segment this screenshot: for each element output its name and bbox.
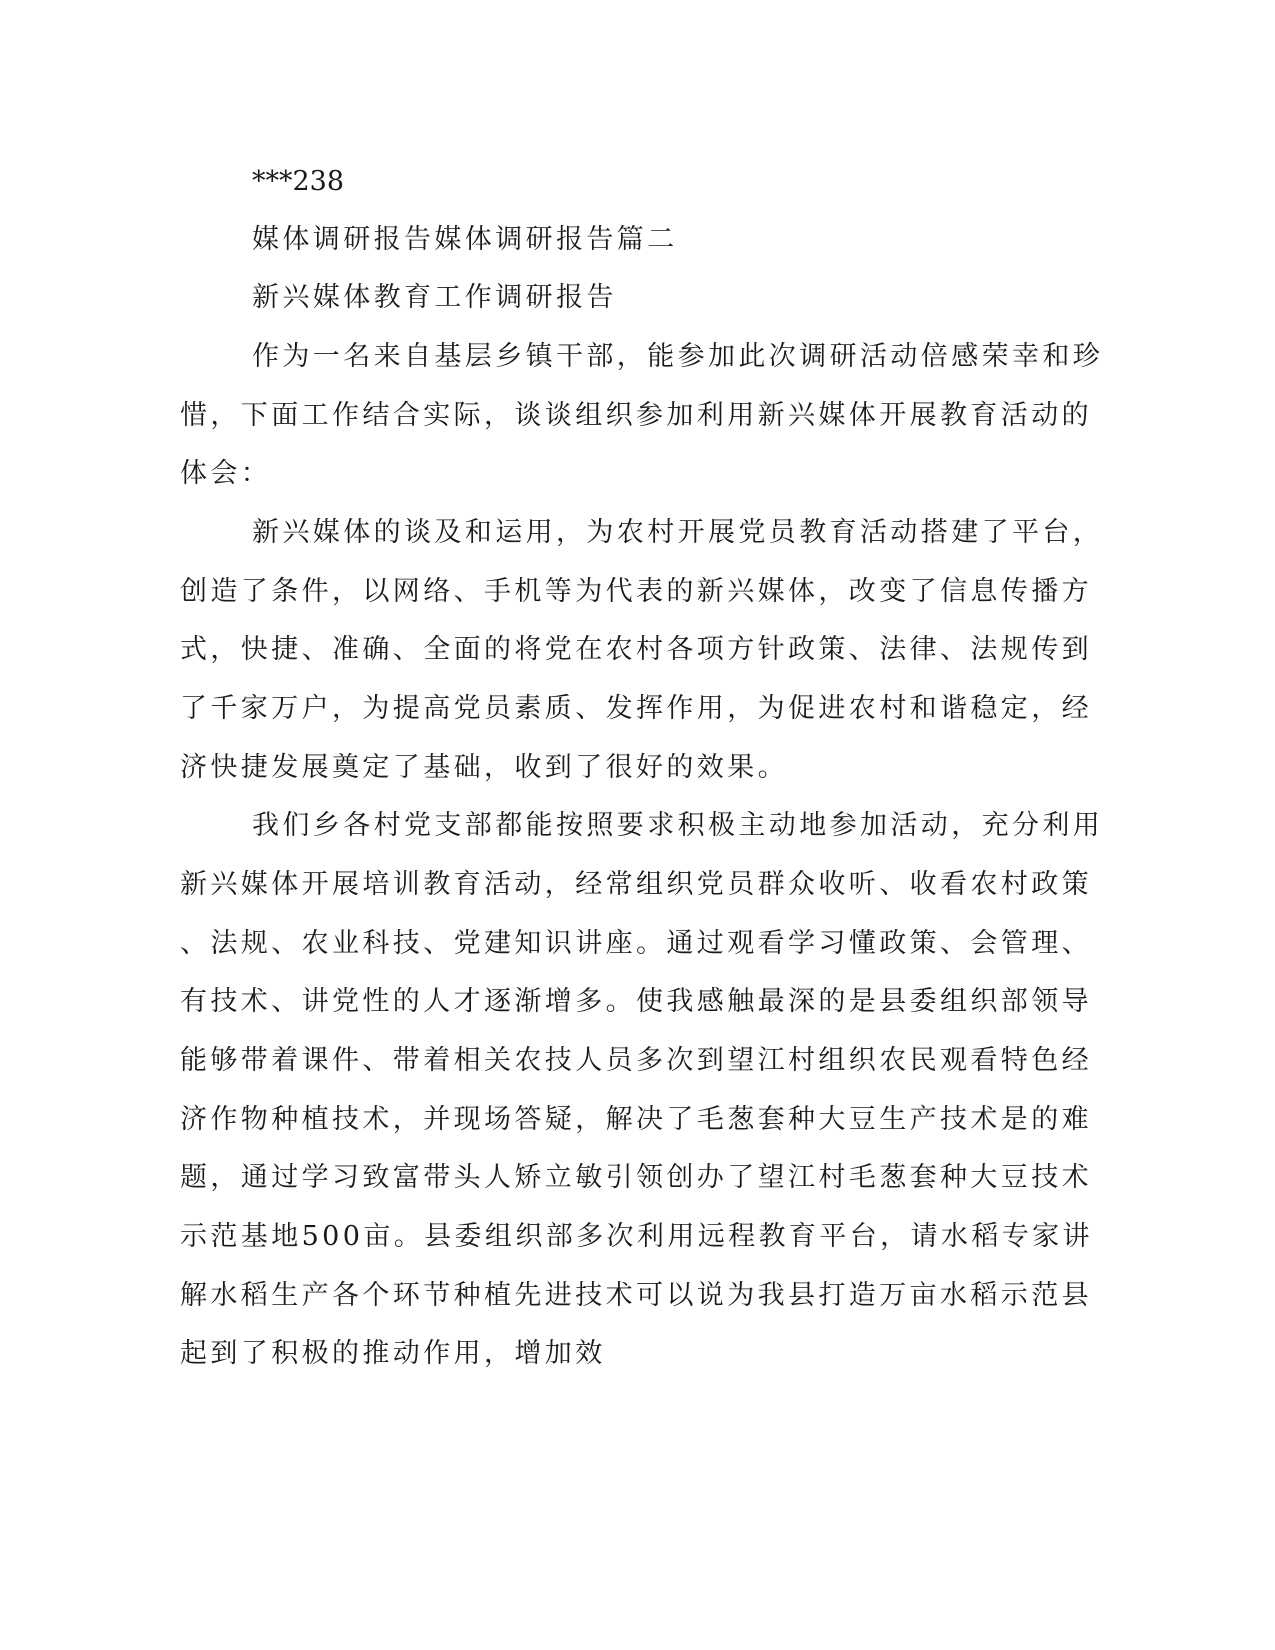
- paragraph-line: 济作物种植技术，并现场答疑，解决了毛葱套种大豆生产技术是的难: [180, 1104, 1092, 1135]
- paragraph-line: 新兴媒体开展培训教育活动，经常组织党员群众收听、收看农村政策: [180, 869, 1092, 900]
- document-heading: 媒体调研报告媒体调研报告篇二: [252, 224, 678, 255]
- paragraph-line: 起到了积极的推动作用，增加效: [180, 1338, 606, 1369]
- paragraph-line: 体会：: [180, 458, 272, 489]
- document-title: 新兴媒体教育工作调研报告: [252, 282, 617, 313]
- paragraph-line: 了千家万户，为提高党员素质、发挥作用，为促进农村和谐稳定，经: [180, 693, 1092, 724]
- paragraph-line: 创造了条件，以网络、手机等为代表的新兴媒体，改变了信息传播方: [180, 576, 1092, 607]
- paragraph-line: 式，快捷、准确、全面的将党在农村各项方针政策、法律、法规传到: [180, 634, 1092, 665]
- paragraph-line: 济快捷发展奠定了基础，收到了很好的效果。: [180, 752, 788, 783]
- paragraph-line: 题，通过学习致富带头人矫立敏引领创办了望江村毛葱套种大豆技术: [180, 1162, 1092, 1193]
- paragraph-line: 、法规、农业科技、党建知识讲座。通过观看学习懂政策、会管理、: [180, 928, 1092, 959]
- paragraph-line: 有技术、讲党性的人才逐渐增多。使我感触最深的是县委组织部领导: [180, 986, 1092, 1017]
- paragraph-line: 惜，下面工作结合实际，谈谈组织参加利用新兴媒体开展教育活动的: [180, 400, 1092, 431]
- paragraph-line: 我们乡各村党支部都能按照要求积极主动地参加活动，充分利用: [252, 810, 1104, 841]
- paragraph-line: 能够带着课件、带着相关农技人员多次到望江村组织农民观看特色经: [180, 1045, 1092, 1076]
- paragraph-line: 示范基地500亩。县委组织部多次利用远程教育平台，请水稻专家讲: [180, 1221, 1093, 1252]
- paragraph-line: 作为一名来自基层乡镇干部，能参加此次调研活动倍感荣幸和珍: [252, 341, 1104, 372]
- paragraph-line: 解水稻生产各个环节种植先进技术可以说为我县打造万亩水稻示范县: [180, 1280, 1092, 1311]
- paragraph-line: 新兴媒体的谈及和运用，为农村开展党员教育活动搭建了平台，: [252, 517, 1104, 548]
- document-code: ***238: [252, 166, 345, 197]
